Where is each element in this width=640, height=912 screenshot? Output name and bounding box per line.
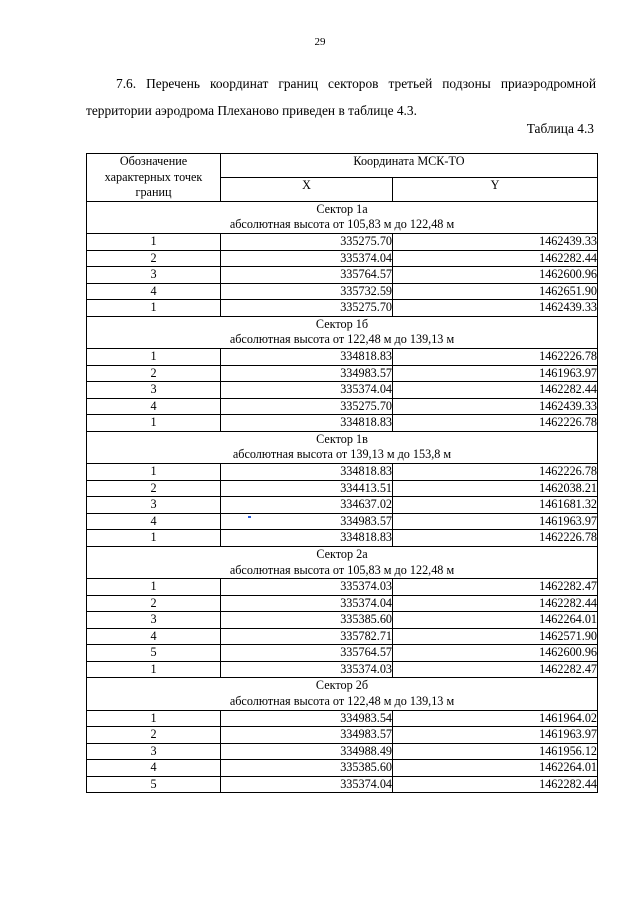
- point-cell: 1: [87, 530, 221, 547]
- paragraph-line-2: территории аэродрома Плеханово приведен в таблице 4.3.: [86, 103, 417, 118]
- sector-height: абсолютная высота от 105,83 м до 122,48 м: [229, 217, 455, 232]
- table-row: [87, 776, 598, 793]
- y-cell: 1461964.02: [393, 710, 598, 727]
- point-cell: 3: [87, 497, 221, 514]
- table-row: [87, 530, 598, 547]
- y-cell: 1462226.78: [393, 464, 598, 481]
- table-row: [87, 382, 598, 399]
- sector-header-cell: [87, 678, 598, 711]
- sector-header-row: [87, 431, 598, 464]
- table-row: [87, 283, 598, 300]
- table-row: [87, 595, 598, 612]
- point-cell: 2: [87, 595, 221, 612]
- header-y: Y: [393, 177, 598, 201]
- point-cell: 3: [87, 382, 221, 399]
- table-row: [87, 480, 598, 497]
- point-cell: 4: [87, 283, 221, 300]
- point-cell: 3: [87, 267, 221, 284]
- x-cell: 334413.51: [221, 480, 393, 497]
- x-cell: 335275.70: [221, 300, 393, 317]
- y-cell: 1462282.47: [393, 579, 598, 596]
- point-cell: 1: [87, 579, 221, 596]
- y-cell: 1461963.97: [393, 513, 598, 530]
- x-cell: 335385.60: [221, 612, 393, 629]
- table-body: [87, 201, 598, 793]
- table-row: [87, 250, 598, 267]
- y-cell: 1462282.44: [393, 250, 598, 267]
- y-cell: 1462282.44: [393, 382, 598, 399]
- table-row: [87, 727, 598, 744]
- table-row: [87, 661, 598, 678]
- table-row: [87, 415, 598, 432]
- sector-header-row: [87, 546, 598, 579]
- sector-name: Сектор 1в: [316, 431, 368, 446]
- x-cell: 334818.83: [221, 349, 393, 366]
- sector-header-cell: [87, 201, 598, 234]
- y-cell: 1462600.96: [393, 267, 598, 284]
- table-row: [87, 398, 598, 415]
- table-row: [87, 760, 598, 777]
- x-cell: 334983.54: [221, 710, 393, 727]
- point-cell: 1: [87, 349, 221, 366]
- table-header: [87, 154, 598, 202]
- x-cell: 334988.49: [221, 743, 393, 760]
- y-cell: 1462264.01: [393, 612, 598, 629]
- x-cell: 335374.04: [221, 382, 393, 399]
- point-cell: 4: [87, 760, 221, 777]
- table-row: [87, 628, 598, 645]
- header-x: X: [221, 177, 393, 201]
- table-row: [87, 300, 598, 317]
- y-cell: 1462226.78: [393, 415, 598, 432]
- x-cell: 335275.70: [221, 398, 393, 415]
- point-cell: 4: [87, 628, 221, 645]
- table-row: [87, 267, 598, 284]
- table-row: [87, 464, 598, 481]
- y-cell: 1462439.33: [393, 398, 598, 415]
- point-cell: 5: [87, 645, 221, 662]
- table-row: [87, 365, 598, 382]
- ink-mark: [248, 516, 251, 518]
- x-cell: 335782.71: [221, 628, 393, 645]
- y-cell: 1462282.44: [393, 776, 598, 793]
- table-caption: Таблица 4.3: [526, 121, 594, 136]
- x-cell: 334637.02: [221, 497, 393, 514]
- x-cell: 335374.03: [221, 661, 393, 678]
- header-designation: Обозначение характерных точек границ: [87, 154, 221, 202]
- y-cell: 1462600.96: [393, 645, 598, 662]
- point-cell: 4: [87, 398, 221, 415]
- table-row: [87, 579, 598, 596]
- y-cell: 1462571.90: [393, 628, 598, 645]
- sector-header-row: [87, 201, 598, 234]
- point-cell: 2: [87, 250, 221, 267]
- x-cell: 334818.83: [221, 415, 393, 432]
- point-cell: 1: [87, 300, 221, 317]
- sector-name: Сектор 1б: [315, 316, 369, 331]
- y-cell: 1462038.21: [393, 480, 598, 497]
- y-cell: 1462226.78: [393, 530, 598, 547]
- sector-header-cell: [87, 316, 598, 349]
- y-cell: 1462439.33: [393, 234, 598, 251]
- x-cell: 335374.04: [221, 595, 393, 612]
- x-cell: 335764.57: [221, 267, 393, 284]
- sector-height: абсолютная высота от 122,48 м до 139,13 м: [229, 694, 455, 709]
- sector-name: Сектор 1а: [316, 201, 368, 216]
- table-row: [87, 234, 598, 251]
- x-cell: 335275.70: [221, 234, 393, 251]
- table-row: [87, 497, 598, 514]
- table-row: [87, 349, 598, 366]
- x-cell: 335374.04: [221, 776, 393, 793]
- x-cell: 334983.57: [221, 513, 393, 530]
- y-cell: 1462439.33: [393, 300, 598, 317]
- paragraph-line-1: 7.6. Перечень координат границ секторов третьей подзоны приаэродромной: [116, 76, 596, 91]
- x-cell: 335764.57: [221, 645, 393, 662]
- sector-header-cell: [87, 431, 598, 464]
- sector-height: абсолютная высота от 122,48 м до 139,13 м: [229, 332, 455, 347]
- table-row: [87, 743, 598, 760]
- sector-name: Сектор 2б: [315, 678, 369, 693]
- y-cell: 1461681.32: [393, 497, 598, 514]
- x-cell: 334818.83: [221, 464, 393, 481]
- table-row: [87, 645, 598, 662]
- table-row: [87, 612, 598, 629]
- y-cell: 1461963.97: [393, 727, 598, 744]
- point-cell: 4: [87, 513, 221, 530]
- x-cell: 335732.59: [221, 283, 393, 300]
- table-row: [87, 513, 598, 530]
- y-cell: 1461963.97: [393, 365, 598, 382]
- sector-height: абсолютная высота от 139,13 м до 153,8 м: [232, 447, 452, 462]
- y-cell: 1462282.47: [393, 661, 598, 678]
- point-cell: 1: [87, 234, 221, 251]
- x-cell: 335385.60: [221, 760, 393, 777]
- point-cell: 2: [87, 480, 221, 497]
- x-cell: 334983.57: [221, 727, 393, 744]
- y-cell: 1462282.44: [393, 595, 598, 612]
- y-cell: 1461956.12: [393, 743, 598, 760]
- sector-header-row: [87, 678, 598, 711]
- intro-paragraph: [86, 70, 596, 124]
- y-cell: 1462651.90: [393, 283, 598, 300]
- sector-header-cell: [87, 546, 598, 579]
- sector-header-row: [87, 316, 598, 349]
- x-cell: 335374.03: [221, 579, 393, 596]
- point-cell: 2: [87, 727, 221, 744]
- sector-height: абсолютная высота от 105,83 м до 122,48 м: [229, 562, 455, 577]
- sector-name: Сектор 2а: [316, 546, 368, 561]
- point-cell: 1: [87, 710, 221, 727]
- header-coordinate: Координата МСК-ТО: [221, 154, 598, 178]
- point-cell: 3: [87, 612, 221, 629]
- point-cell: 2: [87, 365, 221, 382]
- point-cell: 1: [87, 464, 221, 481]
- table-row: [87, 710, 598, 727]
- x-cell: 334983.57: [221, 365, 393, 382]
- coordinates-table: [86, 153, 598, 793]
- x-cell: 334818.83: [221, 530, 393, 547]
- point-cell: 5: [87, 776, 221, 793]
- point-cell: 3: [87, 743, 221, 760]
- y-cell: 1462264.01: [393, 760, 598, 777]
- x-cell: 335374.04: [221, 250, 393, 267]
- point-cell: 1: [87, 661, 221, 678]
- y-cell: 1462226.78: [393, 349, 598, 366]
- page-number: 29: [314, 36, 326, 48]
- point-cell: 1: [87, 415, 221, 432]
